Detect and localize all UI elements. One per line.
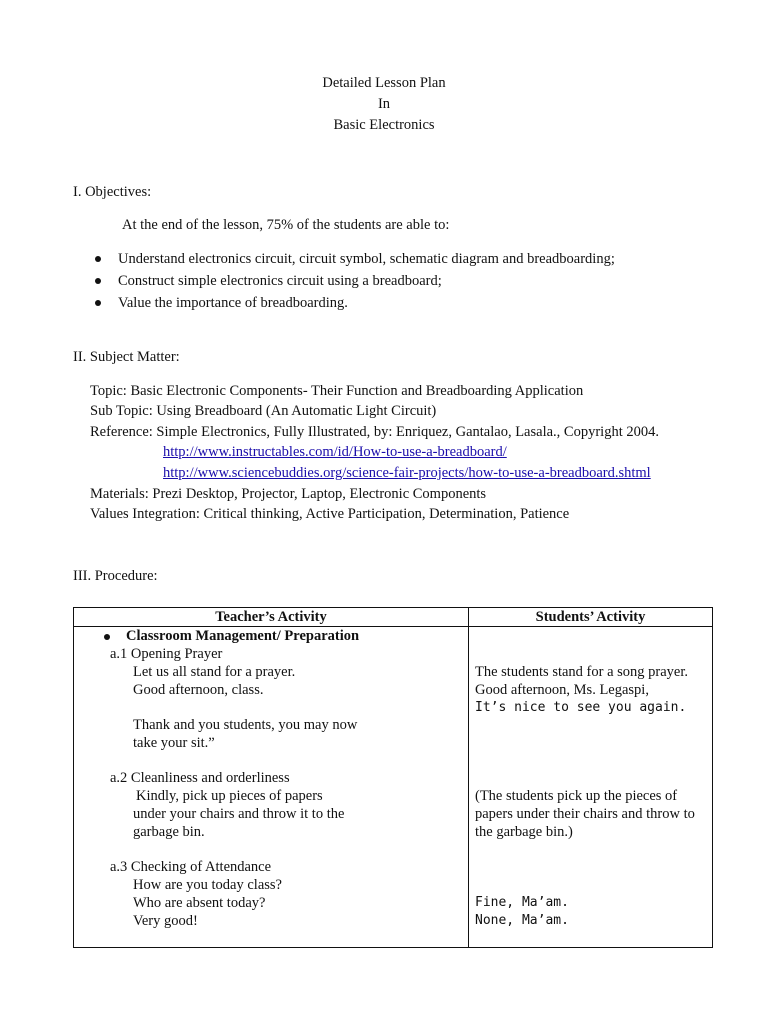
values-line: Values Integration: Critical thinking, Active Participation, Determination, Patience [90,506,570,522]
teacher-line: How are you today class? [133,877,282,893]
objective-item: Value the importance of breadboarding. [118,295,348,311]
student-line: (The students pick up the pieces of [475,788,678,804]
bullet-icon [104,634,110,640]
student-line: None, Ma’am. [475,913,569,928]
doc-title-line1: Detailed Lesson Plan [322,75,446,91]
reference-link-instructables[interactable]: http://www.instructables.com/id/How-to-use-a-breadboard/ [163,444,507,460]
subject-matter-heading: II. Subject Matter: [73,349,180,365]
bullet-icon [95,278,101,284]
student-line: Good afternoon, Ms. Legaspi, [475,682,649,698]
teacher-line: take your sit.” [133,735,215,751]
doc-title-line2: In [377,96,391,112]
teacher-line: Thank and you students, you may now [133,717,358,733]
reference-line: Reference: Simple Electronics, Fully Illustrated, by: Enriquez, Gantalao, Lasala., Copyright 2004. [90,424,659,440]
teacher-item-a3: a.3 Checking of Attendance [110,859,272,875]
teacher-item-a2: a.2 Cleanliness and orderliness [110,770,290,786]
sub-topic-line: Sub Topic: Using Breadboard (An Automatic Light Circuit) [90,403,437,419]
procedure-heading: III. Procedure: [73,568,158,584]
teacher-line: Let us all stand for a prayer. [133,664,296,680]
materials-line: Materials: Prezi Desktop, Projector, Laptop, Electronic Components [90,486,487,502]
teacher-line: Who are absent today? [133,895,266,911]
bullet-icon [95,300,101,306]
bullet-icon [95,256,101,262]
student-line: Fine, Ma’am. [475,895,569,910]
students-activity-cell [469,627,713,948]
students-column-header: Students’ Activity [469,608,713,627]
reference-link-sciencebuddies[interactable]: http://www.sciencebuddies.org/science-fair-projects/how-to-use-a-breadboard.shtml [163,465,651,481]
objective-item: Understand electronics circuit, circuit symbol, schematic diagram and breadboarding; [118,251,615,267]
teacher-line: Very good! [133,913,198,929]
teacher-item-a1: a.1 Opening Prayer [110,646,223,662]
student-line: the garbage bin.) [475,824,573,840]
teacher-line: Kindly, pick up pieces of papers [136,788,323,804]
doc-title-line3: Basic Electronics [333,117,435,133]
section-title: Classroom Management/ Preparation [126,628,360,644]
teacher-column-header: Teacher’s Activity [74,608,469,627]
teacher-line: Good afternoon, class. [133,682,264,698]
procedure-table [73,607,713,948]
teacher-activity-cell [74,627,469,948]
teacher-line: garbage bin. [133,824,205,840]
topic-line: Topic: Basic Electronic Components- Their Function and Breadboarding Application [90,383,584,399]
student-line: It’s nice to see you again. [475,700,687,715]
student-line: papers under their chairs and throw to [475,806,695,822]
objectives-intro: At the end of the lesson, 75% of the students are able to: [122,217,450,233]
objectives-heading: I. Objectives: [73,184,152,200]
objective-item: Construct simple electronics circuit using a breadboard; [118,273,442,289]
teacher-line: under your chairs and throw it to the [133,806,345,822]
student-line: The students stand for a song prayer. [475,664,689,680]
